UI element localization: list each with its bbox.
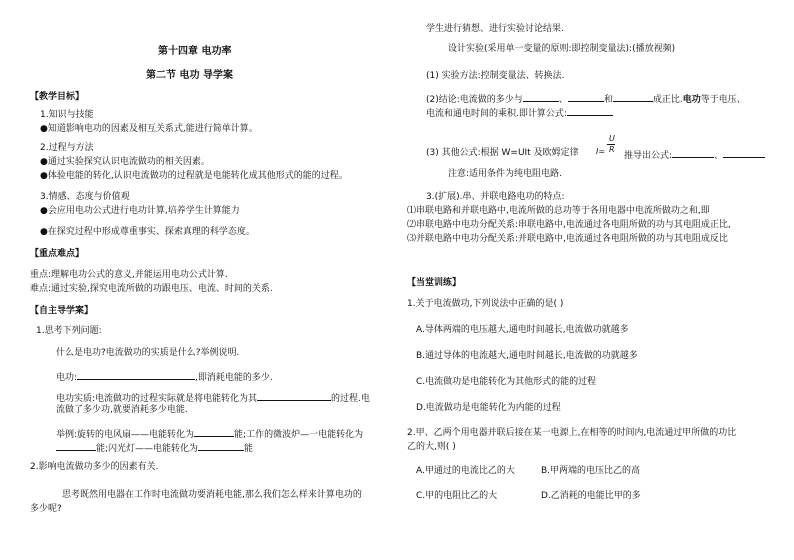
extension-2: ⑵串联电路中电功分配关系:串联电路中,电流通过各电阻所做的功与其电阻成正比, [407, 220, 731, 230]
conclusion-line1 [426, 92, 746, 106]
formula-denominator: R [609, 145, 615, 154]
section-title: 第二节 电功 导学案 [146, 70, 233, 81]
question-1d-line1 [56, 427, 363, 441]
key-heading: 【重点难点】 [30, 249, 85, 259]
formula-numerator: U [609, 134, 615, 143]
extension-1: ⑴串联电路和并联电路中,电流所做的总功等于各用电器中电流所做功之和,即 [407, 206, 710, 216]
question-1d-line2 [56, 441, 253, 455]
goal3-title: 3.情感、态度与价值观 [40, 192, 130, 202]
other-formulas [426, 148, 579, 159]
question-1c-line1 [56, 391, 370, 405]
extension-3: ⑶并联电路中电功分配关系:并联电路中,电流通过各电阻所做的功与其电阻成反比 [407, 234, 728, 244]
formula-i: I= [596, 147, 606, 156]
answer-blank[interactable] [672, 148, 714, 158]
goal1-title: 1.知识与技能 [40, 110, 94, 120]
training-q2-line1: 2.甲、乙两个用电器并联后接在某一电源上,在相等的时间内,电流通过甲所做的功比 [407, 428, 737, 438]
right-line1: 学生进行猜想、进行实验讨论结果. [426, 24, 564, 34]
conclusion-sep1: 、 [558, 95, 568, 105]
training-q1: 1.关于电流做功,下列说法中正确的是( ) [407, 299, 564, 309]
training-q2-line2: 乙的大,则( ) [407, 442, 456, 452]
answer-blank[interactable] [194, 427, 234, 437]
answer-blank[interactable] [723, 148, 765, 158]
question-1b-pre: 电功: [56, 373, 78, 383]
derived-formulas [624, 148, 765, 162]
conclusion-tail: 等于电压、 [700, 95, 746, 105]
goal1-item: ●知道影响电功的因素及相互关系式,能进行简单计算。 [40, 124, 258, 134]
training-q1-option-d: D.电流做功是电能转化为内能的过程 [416, 403, 561, 413]
goal2-item1: ●通过实验探究认识电流做功的相关因素。 [40, 157, 210, 167]
conclusion-pre: (2)结论:电流做的多少与 [426, 95, 523, 105]
question-1c-post: 的过程.电 [331, 394, 370, 404]
key-point: 重点:理解电功公式的意义,并能运用电功公式计算. [30, 270, 228, 280]
goal2-title: 2.过程与方法 [40, 143, 94, 153]
note: 注意:适用条件为纯电阻电路. [448, 169, 562, 179]
answer-blank[interactable] [568, 92, 604, 102]
conclusion-sep2: 和 [603, 95, 613, 105]
training-q1-option-a: A.导体两端的电压越大,通电时间越长,电流做功就越多 [416, 325, 629, 335]
conclusion-bold: 电功 [682, 95, 701, 105]
derived-formulas-label: 推导出公式: [624, 151, 673, 161]
question-1b-post: ,即消耗电能的多少. [195, 373, 273, 383]
training-q1-option-c: C.电流做功是电能转化为其他形式的能的过程 [416, 377, 597, 387]
training-heading: 【当堂训练】 [407, 278, 462, 288]
question-1d-mid: 能;工作的微波炉—一电能转化为 [234, 430, 364, 440]
conclusion-line2-text: 电流和通电时间的乘积.即计算公式: [426, 109, 567, 119]
answer-blank[interactable] [613, 92, 653, 102]
answer-blank[interactable] [567, 106, 613, 116]
goal2-item2: ●体验电能的转化,认识电流做功的过程就是电能转化成其他形式的能的过程。 [40, 171, 348, 181]
goals-heading: 【教学目标】 [30, 92, 85, 102]
experiment-method: (1) 实验方法:控制变量法、转换法. [426, 71, 565, 81]
other-formulas-pre: (3) 其他公式:根据 W=UIt 及欧姆定律 [426, 148, 579, 158]
question-1d-pre: 举例:旋转的电风扇——电能转化为 [56, 430, 195, 440]
question-1d-line2-pre: 能;闪光灯——电能转化为 [96, 444, 199, 454]
training-q2-option-c: C.甲的电阻比乙的大 [416, 491, 498, 501]
answer-blank[interactable] [257, 391, 331, 401]
extension-title: 3.(扩展).串、并联电路电功的特点: [426, 192, 565, 202]
question-1b [56, 370, 273, 384]
question-2-text-line2: 多少呢? [30, 504, 62, 514]
question-2: 2.影响电流做功多少的因素有关. [30, 462, 159, 472]
training-q2-option-d: D.乙消耗的电能比甲的多 [541, 491, 641, 501]
chapter-title: 第十四章 电功率 [158, 46, 232, 57]
question-1d-line2-post: 能 [244, 444, 254, 454]
right-line2: 设计实验(采用单一变量的原则:即控制变量法):(播放视频) [448, 44, 676, 54]
conclusion-line2 [426, 106, 613, 120]
conclusion-post: 成正比. [652, 95, 683, 105]
training-q2-option-b: B.甲两端的电压比乙的高 [541, 466, 641, 476]
question-1: 1.思考下列问题: [36, 326, 102, 336]
training-q2-option-a: A.甲通过的电流比乙的大 [416, 466, 515, 476]
training-q1-option-b: B.通过导体的电流越大,通电时间越长,电流做的功就越多 [416, 351, 638, 361]
answer-blank[interactable] [198, 441, 244, 451]
self-study-heading: 【自主导学案】 [30, 306, 94, 316]
answer-blank[interactable] [523, 92, 559, 102]
derived-formulas-sep: 、 [714, 151, 724, 161]
answer-blank[interactable] [56, 441, 96, 451]
question-2-text-line1: 思考既然用电器在工作时电流做功要消耗电能,那么我们怎么样来计算电功的 [62, 490, 362, 500]
question-1c-line2: 流做了多少功,就要消耗多少电能. [56, 405, 188, 415]
question-1c-pre: 电功实质:电流做功的过程实际就是将电能转化为其 [56, 394, 258, 404]
goal3-item2: ●在探究过程中形成尊重事实、探索真理的科学态度。 [40, 227, 255, 237]
question-1a: 什么是电功?电流做功的实质是什么?举例说明. [56, 348, 240, 358]
goal3-item1: ●会应用电功公式进行电功计算,培养学生计算能力 [40, 206, 240, 216]
answer-blank[interactable] [77, 370, 195, 380]
difficulty: 难点:通过实验,探究电流所做的功跟电压、电流、时间的关系. [30, 284, 273, 294]
